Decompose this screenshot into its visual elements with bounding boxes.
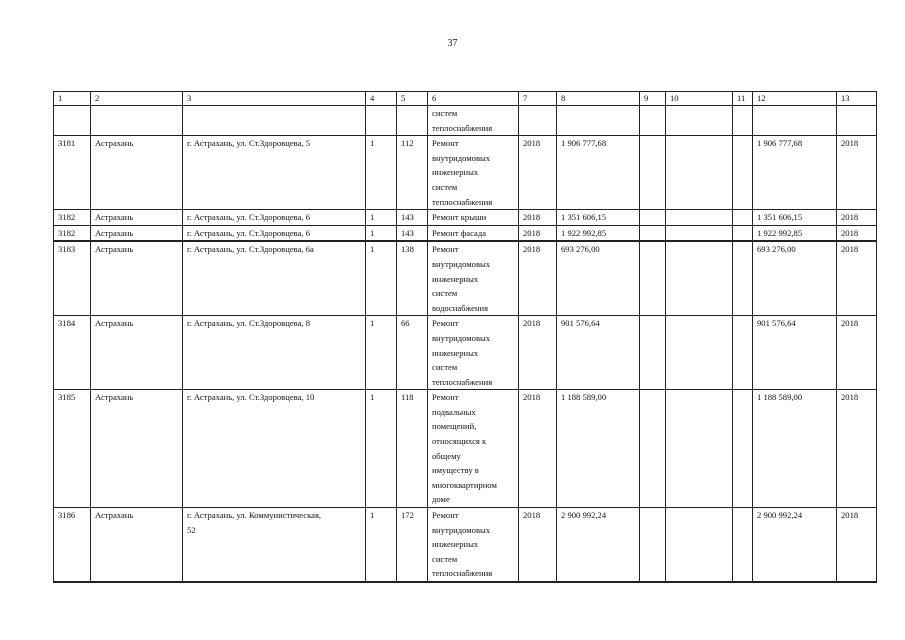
column-number-8: 8 [557,92,640,106]
table-cell: 2018 [519,508,557,582]
table-row [54,390,877,508]
table-cell [640,316,666,390]
table-cell [753,106,837,136]
table-cell [640,225,666,241]
table-cell: 3182 [54,210,91,226]
table-cell [666,136,733,210]
column-number-4: 4 [366,92,397,106]
table-cell: 66 [397,316,428,390]
table-cell: 2018 [519,136,557,210]
table-cell: 2018 [519,210,557,226]
column-number-12: 12 [753,92,837,106]
table-cell [733,210,753,226]
table-cell: Астрахань [91,390,183,508]
table-cell [640,508,666,582]
table-cell: 1 [366,210,397,226]
table-cell: Астрахань [91,508,183,582]
table-cell: Ремонт внутридомовых инженерных систем теплоснабжения [428,136,519,210]
table-cell [666,241,733,315]
table-cell: г. Астрахань, ул. Ст.Здоровцева, 6 [183,210,366,226]
table-row [54,316,877,390]
table-cell: 2018 [837,225,877,241]
table-cell [733,508,753,582]
table-cell: 3183 [54,241,91,315]
table-cell: 2018 [519,316,557,390]
table-cell: 172 [397,508,428,582]
table-cell: 112 [397,136,428,210]
table-cell: 143 [397,225,428,241]
table-cell [640,241,666,315]
table-cell: 1 [366,136,397,210]
table-cell: 2018 [519,390,557,508]
table-cell: г. Астрахань, ул. Ст.Здоровцева, 5 [183,136,366,210]
table-cell [733,136,753,210]
table-cell [666,508,733,582]
table-cell: 1 188 589,00 [557,390,640,508]
table-cell: 901 576,64 [557,316,640,390]
table-cell: 3182 [54,225,91,241]
table-cell [557,106,640,136]
table-cell [397,106,428,136]
table-cell: 3184 [54,316,91,390]
column-number-13: 13 [837,92,877,106]
continuation-row [54,106,877,136]
table-cell: 1 188 589,00 [753,390,837,508]
table-cell: 2018 [519,225,557,241]
table-cell: Ремонт внутридомовых инженерных систем теплоснабжения [428,316,519,390]
table-cell: 901 576,64 [753,316,837,390]
table-cell: 2018 [837,508,877,582]
table-cell: 2018 [837,210,877,226]
table-cell [54,106,91,136]
table-cell [640,106,666,136]
table-cell: 2 900 992,24 [557,508,640,582]
table-cell [640,136,666,210]
table-cell: Астрахань [91,225,183,241]
table-cell: 693 276,00 [753,241,837,315]
table-cell [666,210,733,226]
table-row [54,508,877,582]
table-cell: 1 [366,508,397,582]
table-cell [91,106,183,136]
page-number: 37 [447,38,458,49]
table-cell [733,241,753,315]
table-row [54,136,877,210]
column-number-6: 6 [428,92,519,106]
table-cell [733,316,753,390]
table-cell [666,225,733,241]
table-cell: 138 [397,241,428,315]
table-cell: Ремонт фасада [428,225,519,241]
table-cell: Астрахань [91,241,183,315]
table-cell: Ремонт внутридомовых инженерных систем теплоснабжения [428,508,519,582]
table-cell: г. Астрахань, ул. Ст.Здоровцева, 6 [183,225,366,241]
column-number-3: 3 [183,92,366,106]
table-cell: 1 [366,316,397,390]
table-cell: Астрахань [91,210,183,226]
table-cell: г. Астрахань, ул. Коммунистическая, 52 [183,508,366,582]
table-cell [666,390,733,508]
table-cell: 3185 [54,390,91,508]
table-cell [519,106,557,136]
table-cell [366,106,397,136]
column-number-2: 2 [91,92,183,106]
table-cell: 1 922 992,85 [557,225,640,241]
repair-register-table [53,91,877,583]
table-cell [666,106,733,136]
table-row [54,210,877,226]
table-cell: 2 900 992,24 [753,508,837,582]
table-cell: Ремонт внутридомовых инженерных систем водоснабжения [428,241,519,315]
table-cell [733,106,753,136]
table-cell: 1 351 606,15 [557,210,640,226]
column-number-9: 9 [640,92,666,106]
table-cell: 1 [366,225,397,241]
table-cell [733,225,753,241]
table-cell: систем теплоснабжения [428,106,519,136]
table-cell: Астрахань [91,316,183,390]
table-cell: 2018 [837,136,877,210]
table-cell: г. Астрахань, ул. Ст.Здоровцева, 8 [183,316,366,390]
column-number-1: 1 [54,92,91,106]
header-row [54,92,877,106]
table-cell: 3181 [54,136,91,210]
table-cell: Астрахань [91,136,183,210]
table-cell [640,210,666,226]
table-cell [837,106,877,136]
table-cell: 693 276,00 [557,241,640,315]
table-cell: 1 [366,241,397,315]
table-cell: 1 906 777,68 [557,136,640,210]
table-row [54,225,877,241]
table-cell: 3186 [54,508,91,582]
table-row [54,241,877,315]
table-cell: Ремонт подвальных помещений, относящихся к общему имуществу в многоквартирном доме [428,390,519,508]
table-cell [640,390,666,508]
table-cell: Ремонт крыши [428,210,519,226]
table-cell: 2018 [837,316,877,390]
table-cell: 1 351 606,15 [753,210,837,226]
table-cell: 2018 [837,241,877,315]
table-cell: 2018 [837,390,877,508]
table-cell: г. Астрахань, ул. Ст.Здоровцева, 10 [183,390,366,508]
table-cell [183,106,366,136]
table-cell: 118 [397,390,428,508]
table-cell [733,390,753,508]
table-cell: 2018 [519,241,557,315]
table-cell: г. Астрахань, ул. Ст.Здоровцева, 6а [183,241,366,315]
column-number-11: 11 [733,92,753,106]
table-cell [666,316,733,390]
table-cell: 1 [366,390,397,508]
table-cell: 143 [397,210,428,226]
table-cell: 1 922 992,85 [753,225,837,241]
table-cell: 1 906 777,68 [753,136,837,210]
column-number-5: 5 [397,92,428,106]
column-number-7: 7 [519,92,557,106]
column-number-10: 10 [666,92,733,106]
